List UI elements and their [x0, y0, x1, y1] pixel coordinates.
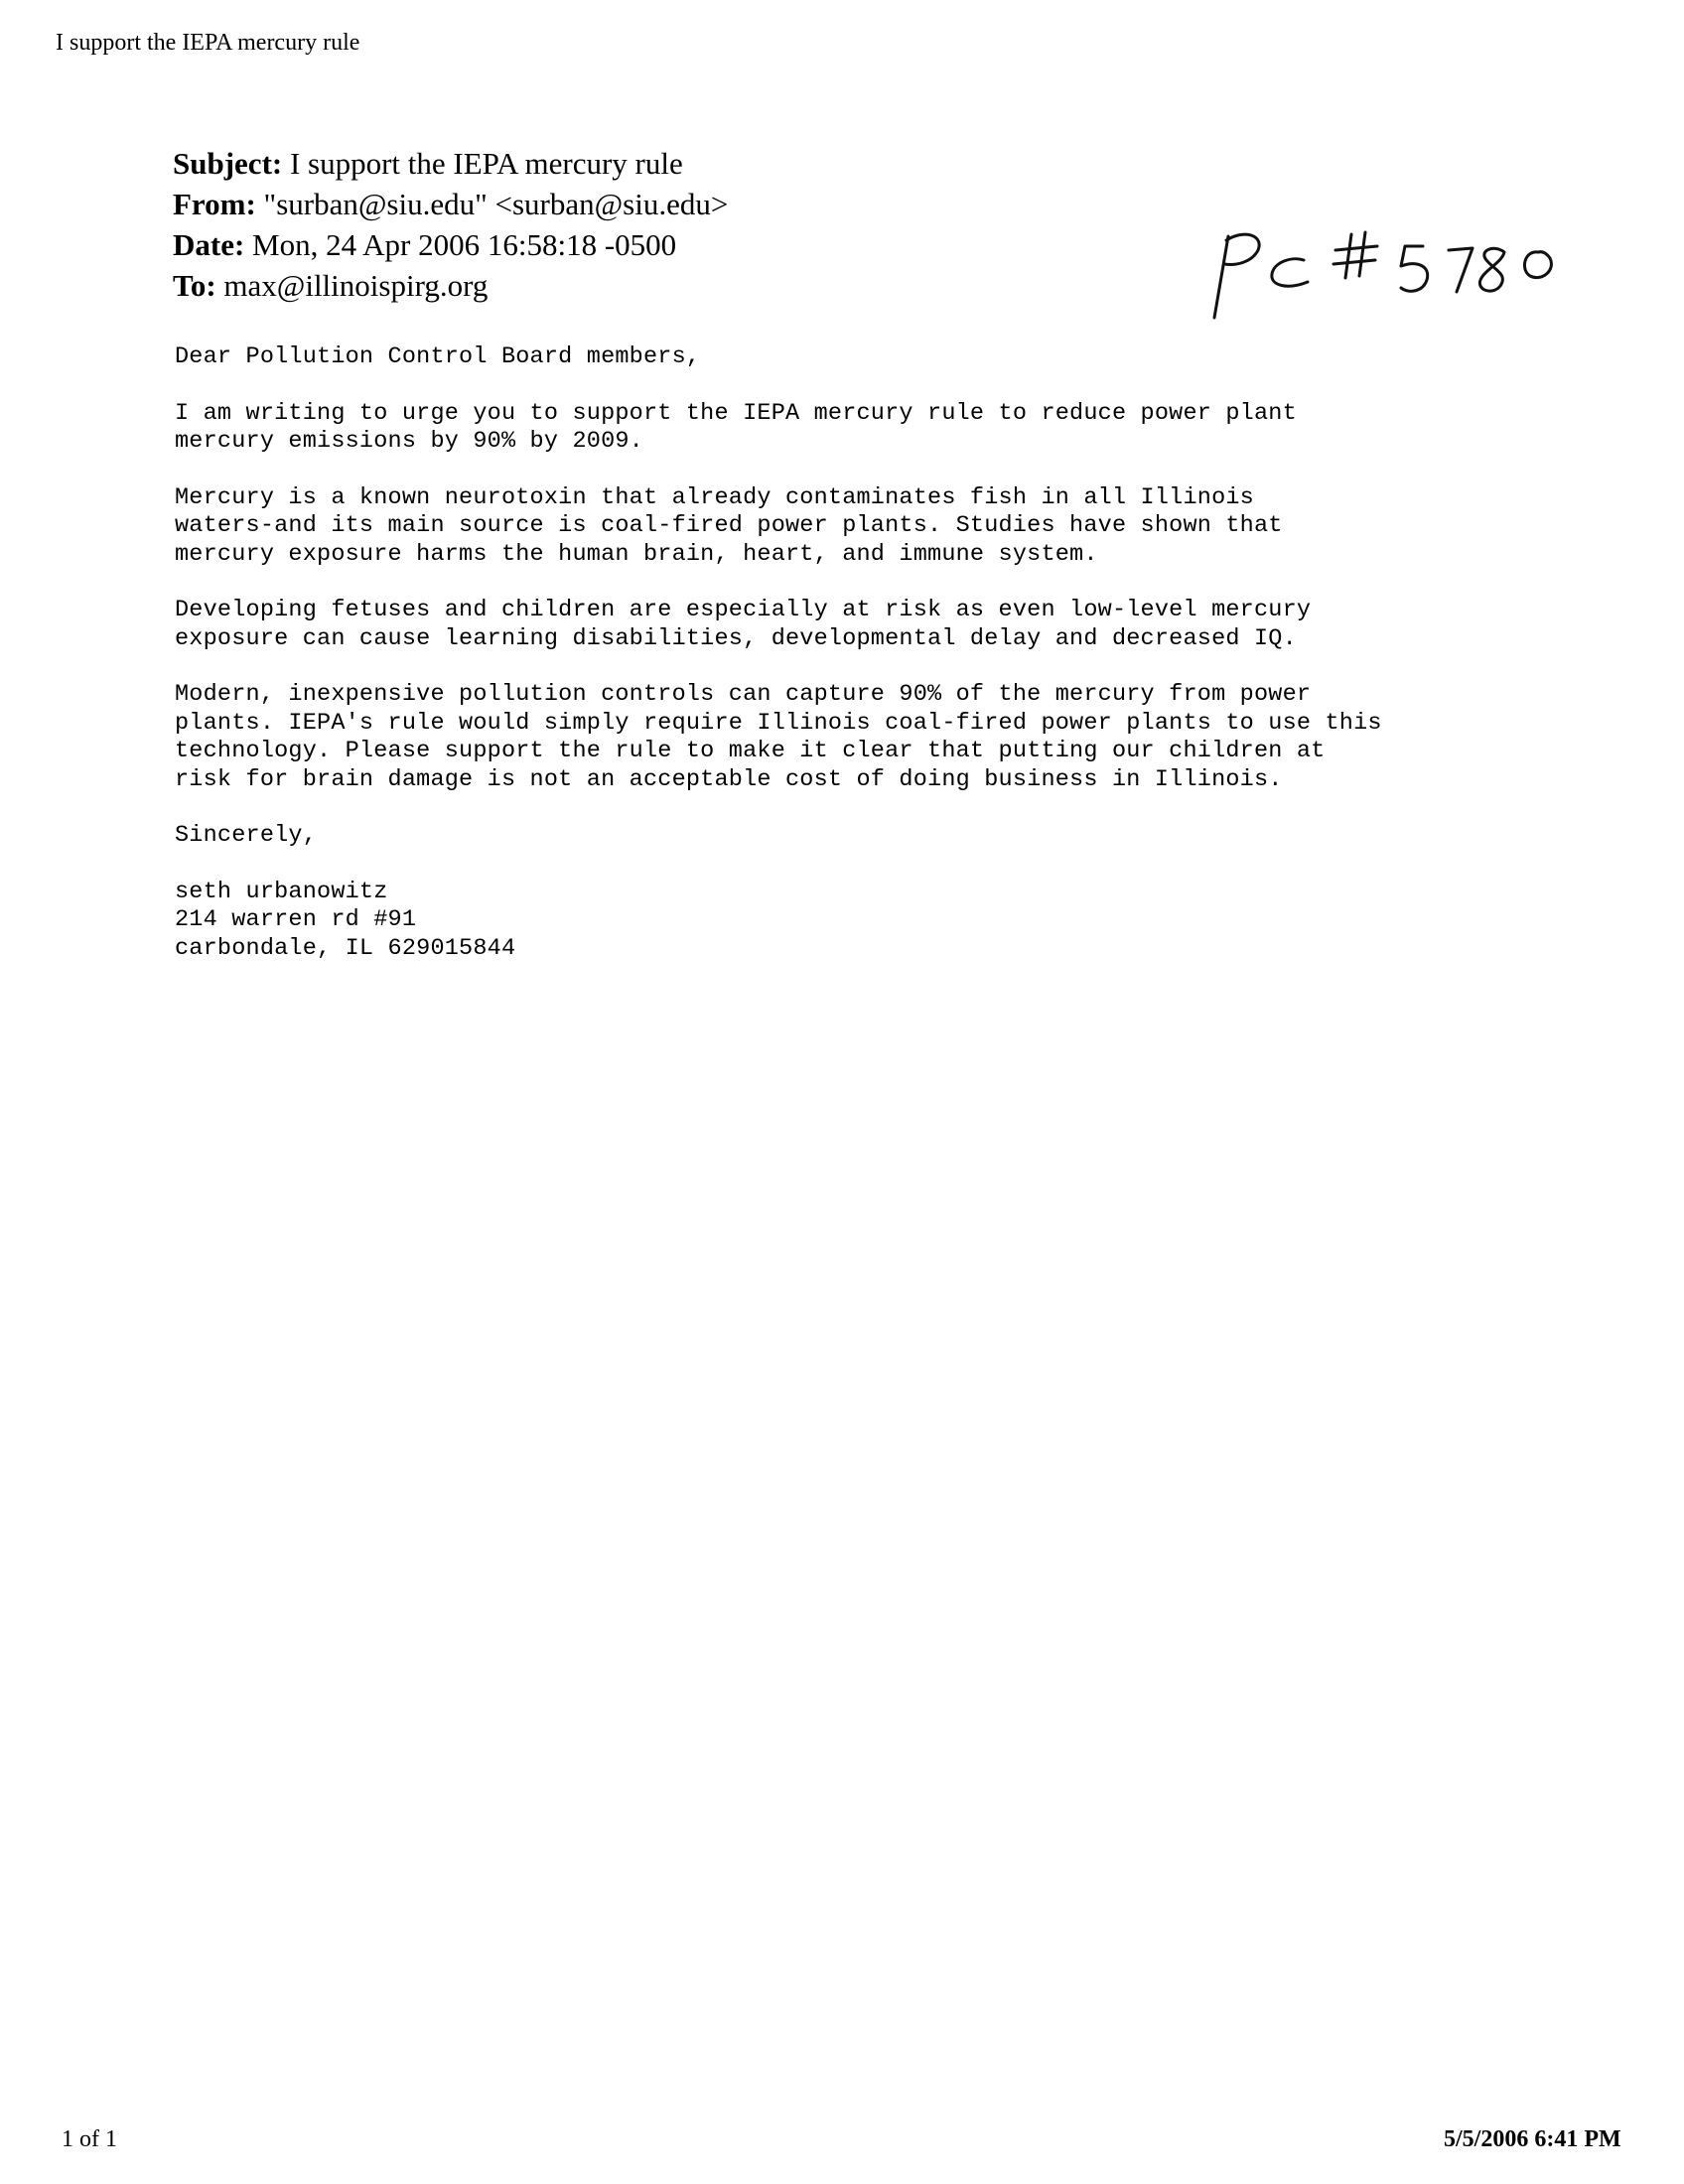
body-paragraph-2: Mercury is a known neurotoxin that already contaminates fish in all Illinois waters-and its main source is coal-fired power plants. Studies have shown that mercury exposure harms the human brain, heart, and immune system.	[175, 483, 1283, 568]
to-value: max@illinoispirg.org	[223, 268, 489, 303]
subject-label: Subject:	[173, 146, 283, 181]
body-paragraph-3: Developing fetuses and children are especially at risk as even low-level mercury exposure can cause learning disabilities, developmental delay and decreased IQ.	[175, 597, 1312, 652]
from-line	[173, 184, 728, 224]
signature-city: carbondale, IL 629015844	[175, 934, 516, 962]
signature-name: seth urbanowitz	[175, 878, 388, 905]
from-label: From:	[173, 187, 256, 221]
subject-value: I support the IEPA mercury rule	[289, 146, 683, 181]
handwritten-pc-stamp	[1206, 226, 1564, 326]
subject-line	[173, 143, 728, 184]
closing: Sincerely,	[175, 822, 318, 849]
footer-timestamp: 5/5/2006 6:41 PM	[1444, 2126, 1621, 2152]
date-value: Mon, 24 Apr 2006 16:58:18 -0500	[252, 227, 677, 262]
body-paragraph-4: Modern, inexpensive pollution controls can capture 90% of the mercury from power plants. IEPA's rule would simply require Illinois coal-fired power plants to use this technology. Please support the rule to make it clear that putting our children at risk for brain damage is not an acceptable cost of doing business in Illinois.	[175, 681, 1382, 793]
to-label: To:	[173, 268, 216, 303]
signature-street: 214 warren rd #91	[175, 906, 417, 933]
email-headers	[173, 143, 728, 306]
email-body	[175, 343, 1624, 963]
from-value: "surban@siu.edu" <surban@siu.edu>	[263, 187, 729, 221]
body-paragraph-1: I am writing to urge you to support the IEPA mercury rule to reduce power plant mercury emissions by 90% by 2009.	[175, 399, 1297, 455]
page-header-title: I support the IEPA mercury rule	[56, 30, 360, 56]
greeting: Dear Pollution Control Board members,	[175, 343, 701, 370]
date-line	[173, 224, 728, 265]
date-label: Date:	[173, 227, 245, 262]
to-line	[173, 265, 728, 306]
footer-page-number: 1 of 1	[62, 2126, 117, 2152]
signature-block	[175, 879, 1624, 964]
